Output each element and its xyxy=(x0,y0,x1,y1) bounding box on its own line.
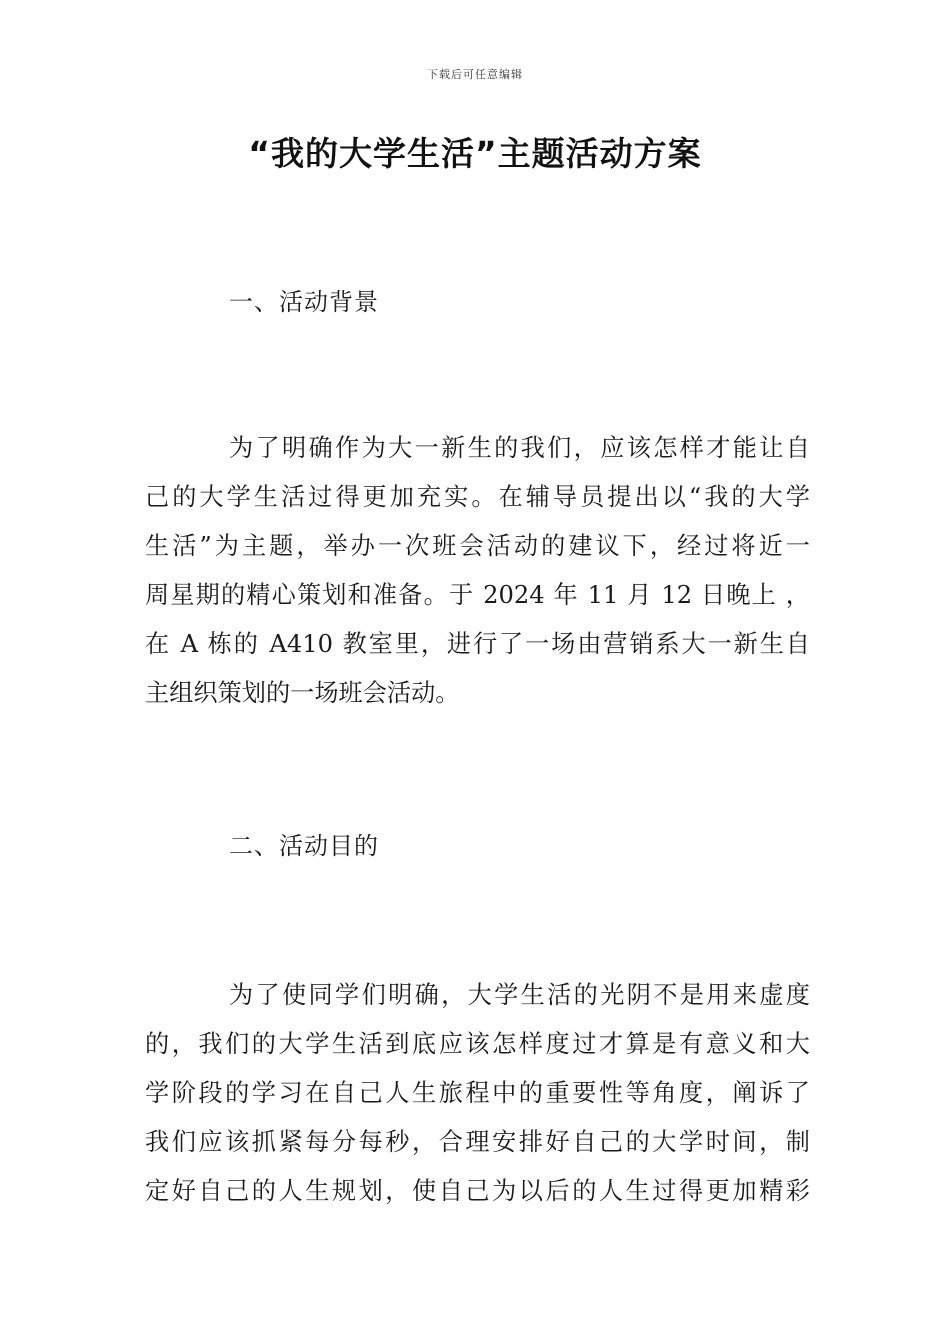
paragraph-background xyxy=(145,424,810,718)
paragraph-line: 己的大学生活过得更加充实。在辅导员提出以“我的大学 xyxy=(145,483,810,511)
section-heading-purpose: 二、活动目的 xyxy=(229,832,379,860)
paragraph-line: 学阶段的学习在自己人生旅程中的重要性等角度，阐诉了 xyxy=(145,1079,810,1107)
paragraph-line: 在 A 栋的 A410 教室里，进行了一场由营销系大一新生自 xyxy=(145,630,810,658)
header-note: 下载后可任意编辑 xyxy=(427,68,523,81)
paragraph-line: 的，我们的大学生活到底应该怎样度过才算是有意义和大 xyxy=(145,1030,810,1058)
paragraph-line: 周星期的精心策划和准备。于 2024 年 11 月 12 日晚上 ， xyxy=(145,581,810,609)
paragraph-line: 为了明确作为大一新生的我们，应该怎样才能让自 xyxy=(229,434,810,462)
paragraph-line: 我们应该抓紧每分每秒，合理安排好自己的大学时间，制 xyxy=(145,1128,810,1156)
paragraph-line: 为了使同学们明确，大学生活的光阴不是用来虚度 xyxy=(229,981,810,1009)
document-title: “我的大学生活”主题活动方案 xyxy=(248,134,702,173)
paragraph-line: 定好自己的人生规划，使自己为以后的人生过得更加精彩 xyxy=(145,1177,810,1205)
paragraph-line: 生活”为主题，举办一次班会活动的建议下，经过将近一 xyxy=(145,532,810,560)
paragraph-line: 主组织策划的一场班会活动。 xyxy=(145,679,460,707)
section-heading-background: 一、活动背景 xyxy=(229,288,379,316)
paragraph-purpose xyxy=(145,971,810,1216)
